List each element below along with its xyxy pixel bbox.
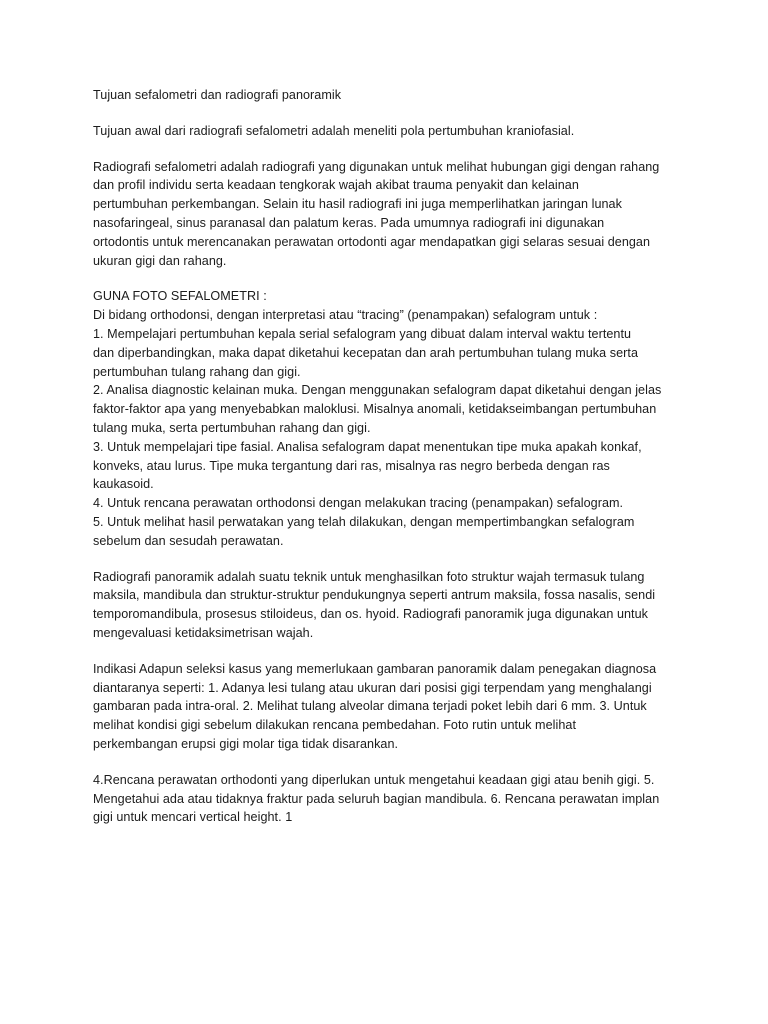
paragraph-guna-foto-sefalometri [93, 287, 683, 550]
document-title [93, 86, 683, 105]
text-line: gigi untuk mencari vertical height. 1 [93, 810, 293, 825]
text-line: Tujuan sefalometri dan radiografi panoramik [93, 88, 342, 102]
paragraph-sefalometri-definition [93, 158, 683, 271]
text-line: perkembangan erupsi gigi molar tiga tidak disarankan. [93, 736, 399, 751]
text-line: nasofaringeal, sinus paranasal dan palatum keras. Pada umumnya radiografi ini digunakan [93, 215, 605, 230]
paragraph-intro [93, 122, 683, 141]
list-item-line: 2. Analisa diagnostic kelainan muka. Dengan menggunakan sefalogram dapat diketahui dengan jelas [93, 383, 662, 398]
text-line: mengevaluasi ketidaksimetrisan wajah. [93, 625, 314, 640]
text-line: gambaran pada intra-oral. 2. Melihat tulang alveolar dimana terjadi poket lebih dari 6 mm. 3. Untuk [93, 699, 647, 714]
text-line: temporomandibula, prosesus stiloideus, dan os. hyoid. Radiografi panoramik juga digunakan untuk [93, 607, 649, 622]
text-line: Indikasi Adapun seleksi kasus yang memerlukaan gambaran panoramik dalam penegakan diagnosa [93, 661, 657, 676]
text-line: dan profil individu serta keadaan tengkorak wajah akibat trauma penyakit dan kelainan [93, 178, 579, 193]
text-line: ukuran gigi dan rahang. [93, 253, 227, 268]
text-line: pertumbuhan perkembangan. Selain itu hasil radiografi ini juga memperlihatkan jaringan lunak [93, 197, 622, 212]
list-item-line: faktor-faktor apa yang menyebabkan maloklusi. Misalnya anomali, ketidakseimbangan pertumbuhan [93, 402, 657, 417]
text-line: Mengetahui ada atau tidaknya fraktur pada seluruh bagian mandibula. 6. Rencana perawatan implan [93, 791, 660, 806]
text-line: maksila, mandibula dan struktur-struktur pendukungnya seperti antrum maksila, fossa nasalis, sendi [93, 588, 656, 603]
list-item-line: dan diperbandingkan, maka dapat diketahui kecepatan dan arah pertumbuhan tulang muka serta [93, 345, 639, 360]
text-line: Radiografi sefalometri adalah radiografi yang digunakan untuk melihat hubungan gigi dengan rahang [93, 159, 660, 174]
text-line: 4.Rencana perawatan orthodonti yang diperlukan untuk mengetahui keadaan gigi atau benih gigi. 5. [93, 772, 655, 787]
text-line: diantaranya seperti: 1. Adanya lesi tulang atau ukuran dari posisi gigi terpendam yang menghalangi [93, 680, 652, 695]
text-line: ortodontis untuk merencanakan perawatan ortodonti agar mendapatkan gigi selaras sesuai dengan [93, 234, 651, 249]
list-item-line: pertumbuhan tulang rahang dan gigi. [93, 364, 301, 379]
list-item-line: 4. Untuk rencana perawatan orthodonsi dengan melakukan tracing (penampakan) sefalogram. [93, 496, 624, 511]
text-line: melihat kondisi gigi sebelum dilakukan rencana pembedahan. Foto rutin untuk melihat [93, 718, 576, 733]
text-line: Radiografi panoramik adalah suatu teknik untuk menghasilkan foto struktur wajah termasuk tulang [93, 569, 645, 584]
list-item-line: kaukasoid. [93, 477, 154, 492]
document-page [93, 86, 683, 844]
paragraph-panoramik-definition [93, 568, 683, 643]
list-item-line: tulang muka, serta pertumbuhan rahang dan gigi. [93, 420, 371, 435]
list-item-line: 3. Untuk mempelajari tipe fasial. Analisa sefalogram dapat menentukan tipe muka apakah konkaf, [93, 439, 642, 454]
list-item-line: sebelum dan sesudah perawatan. [93, 533, 284, 548]
list-item-line: konveks, atau lurus. Tipe muka tergantung dari ras, misalnya ras negro berbeda dengan ras [93, 458, 610, 473]
paragraph-indikasi-continued [93, 771, 683, 827]
text-line: Di bidang orthodonsi, dengan interpretasi atau “tracing” (penampakan) sefalogram untuk : [93, 308, 598, 323]
list-item-line: 1. Mempelajari pertumbuhan kepala serial sefalogram yang dibuat dalam interval waktu tertentu [93, 326, 632, 341]
list-item-line: 5. Untuk melihat hasil perwatakan yang telah dilakukan, dengan mempertimbangkan sefalogram [93, 514, 635, 529]
text-line: Tujuan awal dari radiografi sefalometri adalah meneliti pola pertumbuhan kraniofasial. [93, 123, 575, 138]
paragraph-indikasi [93, 660, 683, 754]
section-heading: GUNA FOTO SEFALOMETRI : [93, 289, 267, 304]
